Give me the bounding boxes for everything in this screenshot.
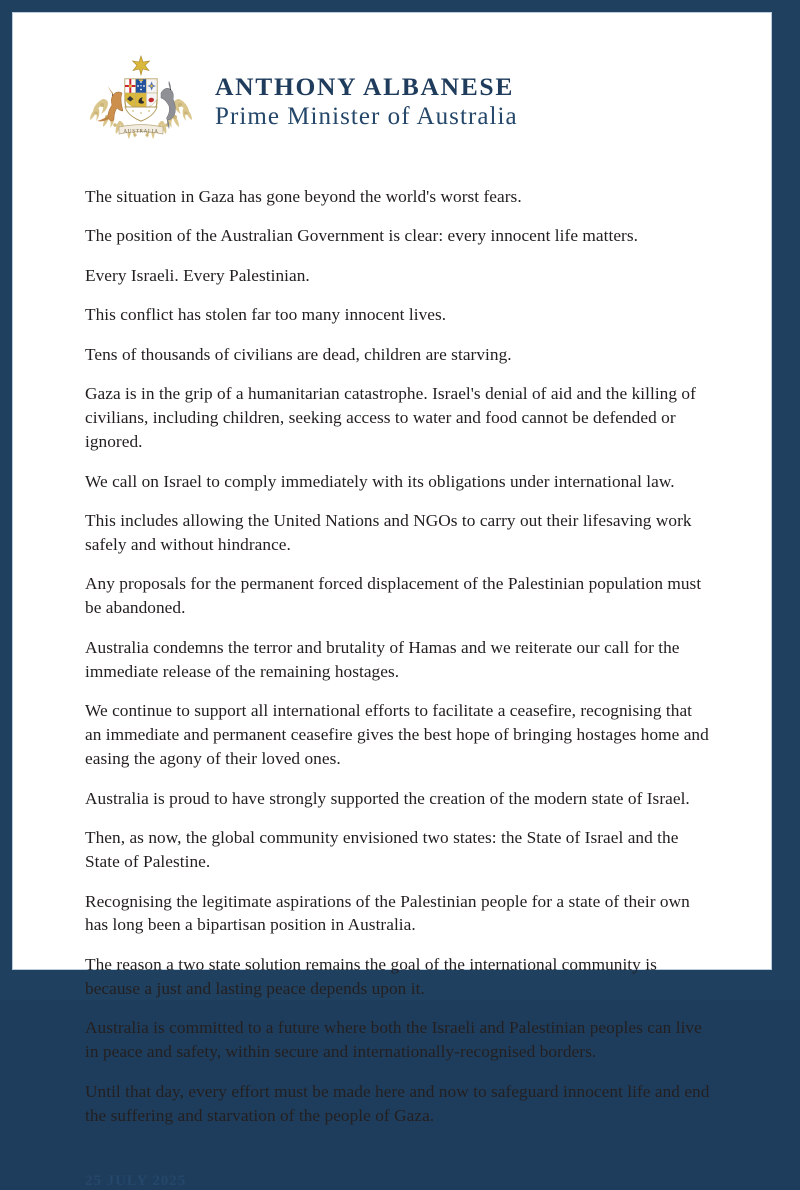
statement-paragraph: This conflict has stolen far too many innocent lives. — [85, 305, 447, 325]
statement-paragraph: Australia condemns the terror and brutality of Hamas and we reiterate our call for the immediate release of the remaining hostages. — [85, 637, 680, 681]
statement-body — [85, 185, 715, 1190]
statement-paragraph: Australia is proud to have strongly supported the creation of the modern state of Israel. — [85, 788, 690, 808]
letterhead — [85, 55, 715, 147]
statement-paragraph: The reason a two state solution remains the goal of the international community is because a just and lasting peace depends upon it. — [85, 954, 657, 998]
statement-paragraph: Any proposals for the permanent forced displacement of the Palestinian population must be abandoned. — [85, 574, 702, 618]
statement-paragraph: We call on Israel to comply immediately with its obligations under international law. — [85, 471, 675, 491]
statement-paragraph: Every Israeli. Every Palestinian. — [85, 265, 310, 285]
statement-paragraph: Gaza is in the grip of a humanitarian catastrophe. Israel's denial of aid and the killing of civilians, including children, seeking access to water and food cannot be defended or ignored. — [85, 384, 696, 452]
statement-paragraph: Australia is committed to a future where both the Israeli and Palestinian peoples can live in peace and safety, within secure and internationally-recognised borders. — [85, 1018, 702, 1062]
statement-paragraph: This includes allowing the United Nations and NGOs to carry out their lifesaving work safely and without hindrance. — [85, 511, 692, 555]
letterhead-text — [215, 71, 518, 131]
svg-text:AUSTRALIA: AUSTRALIA — [123, 128, 159, 135]
statement-page — [12, 12, 772, 1189]
pm-name: ANTHONY ALBANESE — [215, 71, 515, 101]
statement-paragraph: Recognising the legitimate aspirations of the Palestinian people for a state of their own has long been a bipartisan position in Australia. — [85, 891, 690, 935]
australian-coat-of-arms-icon — [89, 55, 193, 147]
statement-paragraph: Then, as now, the global community envisioned two states: the State of Israel and the State of Palestine. — [85, 828, 679, 872]
statement-paragraph: The situation in Gaza has gone beyond the world's worst fears. — [85, 187, 522, 206]
statement-date: 25 JULY 2025 — [85, 1171, 187, 1189]
statement-paragraph: We continue to support all international efforts to facilitate a ceasefire, recognising that an immediate and permanent ceasefire gives the best hope of bringing hostages home and easing the agony of their loved ones. — [85, 701, 709, 769]
statement-paragraph: The position of the Australian Government is clear: every innocent life matters. — [85, 226, 638, 246]
statement-paragraph: Tens of thousands of civilians are dead, children are starving. — [85, 344, 512, 364]
statement-paragraph: Until that day, every effort must be made here and now to safeguard innocent life and end the suffering and starvation of the people of Gaza. — [85, 1081, 710, 1125]
pm-role: Prime Minister of Australia — [215, 102, 518, 130]
